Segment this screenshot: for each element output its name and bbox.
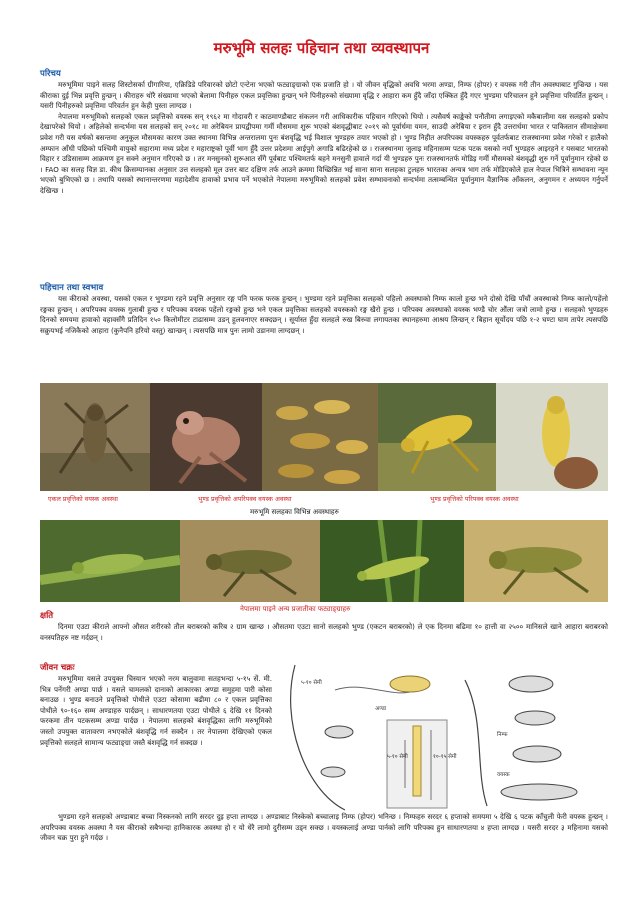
photo-immature-adult [150,383,262,491]
section-heading-identification: पहिचान तथा स्वभाव [40,283,104,293]
photo-grasshopper-3 [320,520,464,602]
damage-text [40,622,608,643]
photo-solitary-adult [40,383,150,491]
identification-text [40,294,608,336]
intro-paragraph-1: मरुभूमिमा पाइने सलह शिस्टोसर्का ग्रीगारिया, एक्रिडिडे परिवारको छोटो एन्टेना भएको फट्याङ्ग्राको एक प्रजाति हो । यो जीवन वृद्धिको अवधि भरमा अण्डा, निम्फ (होपर) र वयस्क गरी तीन अवस्थाबाट गुज्रिन्छ । यस कीराका दुई भिन्न प्रवृत्ति हुन्छन् । कीराहरु थोरै संख्यामा भएको बेलामा पिनीहरु एकल प्रवृत्तिका हुन्छन् भने पिनीहरुको संख्यामा वृद्धि र आहारा कम हुँदै जाँदा एक्कित हुँदै गएर भुण्डमा परिचालन हुने प्रवृत्तिमा परिवर्तित हुन्छन् । यसरी पिनीहरुको प्रवृत्तिमा परिवर्तन हुन केही पुस्ता लाग्दछ । [40,80,608,111]
section-heading-damage: क्षति [40,611,54,621]
intro-text [40,80,608,197]
section-heading-lifecycle: जीवन चक्रः [40,663,75,673]
diagram-adult-label: वयस्क [497,772,510,778]
lifecycle-text-left [40,674,272,748]
damage-paragraph-1: दिनमा एउटा कीराले आफ्नो औसत शरीरको तौल बराबरको करिब २ ग्राम खान्छ । औसतमा एउटा सानो सलहको भुण्ड (एकटन बराबरको) ले एक दिनमा बढिमा १० हात्ती वा २५०० मानिसले खाने आहारा बराबरको वनस्पतिहरु नष्ट गर्दछन् । [40,622,608,642]
lifecycle-paragraph-1: मरुभूमिमा यसले उपयुक्त चिस्यान भएको नरम बालुवामा सतहभन्दा ५-१५ सें. मी. भित्र पर्नेगरी अण्डा पार्छ । यसले चामलको दानाको आकारका अण्डा समुहमा पारी कोसा बनाउछ । भुण्ड बनाउने प्रवृत्तिको पोथीले एउटा कोसामा बढीमा ८० र एकल प्रवृत्तिका पोथीले ९०-१६० सम्म अण्डाहरु पार्दछन् । साधारणतया एउटा पोथीले ६ देखि ११ दिनको फरकमा तीन पटकसम्म अण्डा पार्दछ । नेपालमा सलहको बंशवृद्धिका लागि मरुभूमिको जस्तो उपयुक्त वातावरण नभएकोले बंशवृद्धि गर्न सक्दैन । तर नेपालमा देखिएको एकल प्रवृत्तिको सलहले सामान्य फट्याङ्ग्रा जस्तै बंशवृद्धि गर्न सक्दछ । [40,674,272,747]
lifecycle-text-bottom [40,812,608,844]
photo-mature-adult [378,383,496,491]
page-title: मरुभूमि सलहः पहिचान तथा व्यवस्थापन [213,39,430,57]
photo-grasshopper-4 [464,520,608,602]
intro-paragraph-2: नेपालमा मरुभूमिको सलहको एकल प्रवृत्तिको वयस्क सन् १९६२ मा गोदावरी र काठमाण्डौबाट संकलन गरी आधिकारीक पहिचान गरिएको थियो । त्यसैवर्ष काङ्केको पनौतीमा लगाइएको मकैबालीमा यस सलहको प्रकोप देखापरेको थियो । अहिलेको सन्दर्भमा यस सलहको सन् २०१८ मा अरेबियन प्रायद्वीपमा गर्मी मौसममा शुरू भएको बंशवृद्धीबाट २०१९ को पूर्वार्धमा यमन, साउदी अरेबिया र इरान हुँदै उत्तरार्धमा भारत र पाकिस्तान सीमाक्षेत्रमा प्रवेश गरी यस वर्षको बसन्तमा अनुकूल मौसमका कारण उक्त स्थानमा विभिन्न अन्तरालमा पुनः बंशवृद्धि भई विशाल भुण्डहरु तयार भएको हो । भुण्ड निहीत अपरिपक्व वयस्कहरु पूर्वतर्फबाट राजस्थानमा प्रवेश गरेको र हालैको अम्फान आँधी पछिको पश्चिमी वायुको सहारामा मध्य प्रदेश र महाराष्ट्रको पूर्वी भाग हुँदै उत्तर प्रदेशमा आईपुगे अगाडि बढिरहेको छ । राजस्थानमा जुलाइ महिनासम्म पटक पटक यसको नयाँ भुण्डहरु आइरहने र यसबाट भारतको विहार र उडिसासम्म आक्रमण हुन सक्ने अनुमान गरिएको छ । तर मनसुनको शुरूआत सँगै पूर्वबाट पश्चिमतर्फ बहने मनसुनी हावाले गर्दा यी भुण्डहरु पुनः राजस्थानतर्फ मोडिइ गर्मी मौसमको बंशवृद्धी शुरु गर्ने पूर्वानुमान रहेको छ । FAO का सलह विज्ञ डा. कीथ क्रिसम्यानका अनुसार उत्त सलहको मूल उत्तर बाट दक्षिण तर्फ आउने क्रममा विच्छिन्नित भई साना साना सलहका टुलहरु भारतका अन्यत्र भाग तर्फ मोडिएकोले हाल नेपाल भित्रिने सम्भावना न्यून भएको बुभिएको छ । तथापि यसको स्थानान्तरणमा महादेशीय हावाको प्रभाव पर्ने भएकोले नेपालमा मरुभूमिको सलहको प्रवेश सम्भावनाको सन्दर्भमा तत्सम्बन्धित पूर्वानुमान वैज्ञानिक आँकलन, अनुगमन र अध्ययन गर्नुपर्ने देखिन्छ । [40,111,608,195]
caption-other-grasshoppers: नेपालमा पाइने अन्य प्रजातीका फट्याङ्ग्राहरु [240,605,351,613]
caption-immature-adult: भुण्ड प्रवृत्तिको अपरिपक्व वयस्क अवस्था [198,495,292,503]
diagram-depth-label-3: ५-१० सेमी [301,680,322,686]
caption-mature-adult: भुण्ड प्रवृत्तिको परिपक्व वयस्क अवस्था [430,495,519,503]
caption-locust-stages: मरुभूमि सलहका विभिन्न अवस्थाहरु [250,508,339,516]
diagram-egg-label: अण्डा [375,706,387,712]
caption-solitary-adult: एकल प्रवृत्तिको वयस्क अवस्था [48,495,118,503]
photo-locust-on-hand [496,383,608,491]
lifecycle-paragraph-2: भुण्डमा रहने सलहको अण्डाबाट बच्चा निस्कनको लागि सरदर दुइ हप्ता लाग्दछ । अण्डाबाट निस्केको बच्चालाइ निम्फ (होपर) भनिन्छ । निम्फहरु सरदर ६ हप्ताको समयमा ५ देखि ६ पटक काँचुली फेरी वयस्क हुन्छन् । अपरिपक्व वयस्क अवस्था नै यस कीराको सबैभन्दा हानिकारक अवस्था हो र यो धेरै लामो दुरीसम्म उड्न सक्छ । वयस्कलाई अण्डा पार्नको लागि परिपक्व हुन साधारणतया ४ हप्ता लाग्दछ । यसरी सरदर ३ महिनामा यसको जीवन चक्र पुरा हुने गर्दछ । [40,812,608,843]
diagram-depth-label-2: १०-१५ सेमी [433,754,457,760]
lifecycle-diagram [275,660,610,812]
photo-grasshopper-1 [40,520,180,602]
diagram-depth-label-1: ५-१० सेमी [387,754,408,760]
identification-paragraph-1: यस कीराको अवस्था, यसको एकल र भुण्डमा रहने प्रवृत्ति अनुसार रङ्ग पनि फरक फरक हुन्छन् । भुण्डमा रहने प्रवृत्तिका सलहको पहिलो अवस्थाको निम्फ कालो हुन्छ भने दोस्रो देखि पाँचौं अवस्थाको निम्फ कालो/पहेंलो रङ्गका हुन्छन् । अपरिपक्व वयस्क गुलाबी हुन्छ र परिपक्व वयस्क पहेंलो रङ्गको हुन्छ भने एकल प्रवृत्तिका सलहको वयस्कको रङ्ग खैरो हुन्छ । परिपक्व अवस्थाको वयस्क भण्डै चोर औंला जत्रो लामो हुन्छ । सलहको भुण्डहरु दिनको समयमा हावाको वहावसँगै प्रतिदिन १५० किलोमीटर टाढासम्म उडन् हुलवनाएर सक्दछन् । सूर्यास्त हुँदा सलहले रुख बिरुवा लगायतका स्थानहरुमा आश्रय लिन्छन् र बिहान सूर्योदय पछि १-२ घण्टा घाम तापेर त्यसपछि सक्रुयभई नजिकैको आहारा (कुनैपनि हरियो वस्तु) खान्छन् । त्यसपछि मात्र पुनः लामो उडानमा लाग्दछन् । [40,294,608,335]
section-heading-intro: परिचय [40,69,61,79]
diagram-nymph-label: निम्फ [497,732,508,738]
photo-swarm [262,383,378,491]
photo-grasshopper-2 [180,520,320,602]
